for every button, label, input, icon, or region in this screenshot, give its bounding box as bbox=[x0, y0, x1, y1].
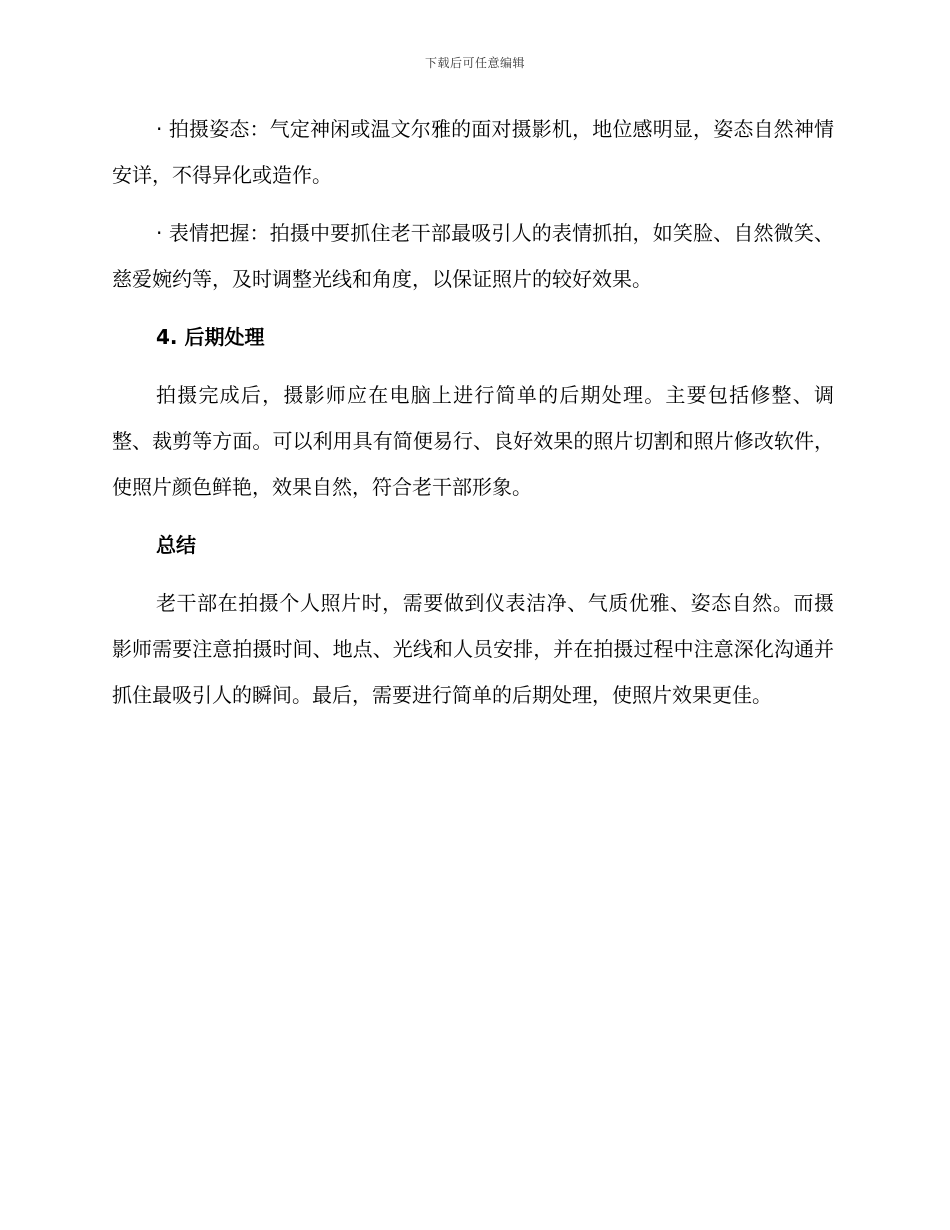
paragraph-shooting-pose: · 拍摄姿态：气定神闲或温文尔雅的面对摄影机，地位感明显，姿态自然神情安详，不得异化或造作。 bbox=[112, 117, 834, 187]
header-note: 下载后可任意编辑 bbox=[424, 56, 525, 70]
document-body bbox=[112, 106, 834, 730]
paragraph-expression: · 表情把握：拍摄中要抓住老干部最吸引人的表情抓拍，如笑脸、自然微笑、慈爱婉约等，及时调整光线和角度，以保证照片的较好效果。 bbox=[112, 221, 834, 291]
paragraph-summary: 老干部在拍摄个人照片时，需要做到仪表洁净、气质优雅、姿态自然。而摄影师需要注意拍摄时间、地点、光线和人员安排，并在拍摄过程中注意深化沟通并抓住最吸引人的瞬间。最后，需要进行简单的后期处理，使照片效果更佳。 bbox=[112, 591, 834, 707]
paragraph-post-processing: 拍摄完成后，摄影师应在电脑上进行简单的后期处理。主要包括修整、调整、裁剪等方面。可以利用具有简便易行、良好效果的照片切割和照片修改软件，使照片颜色鲜艳，效果自然，符合老干部形象。 bbox=[112, 383, 834, 499]
heading-post-processing: 4. 后期处理 bbox=[156, 325, 265, 349]
heading-summary: 总结 bbox=[156, 533, 196, 557]
